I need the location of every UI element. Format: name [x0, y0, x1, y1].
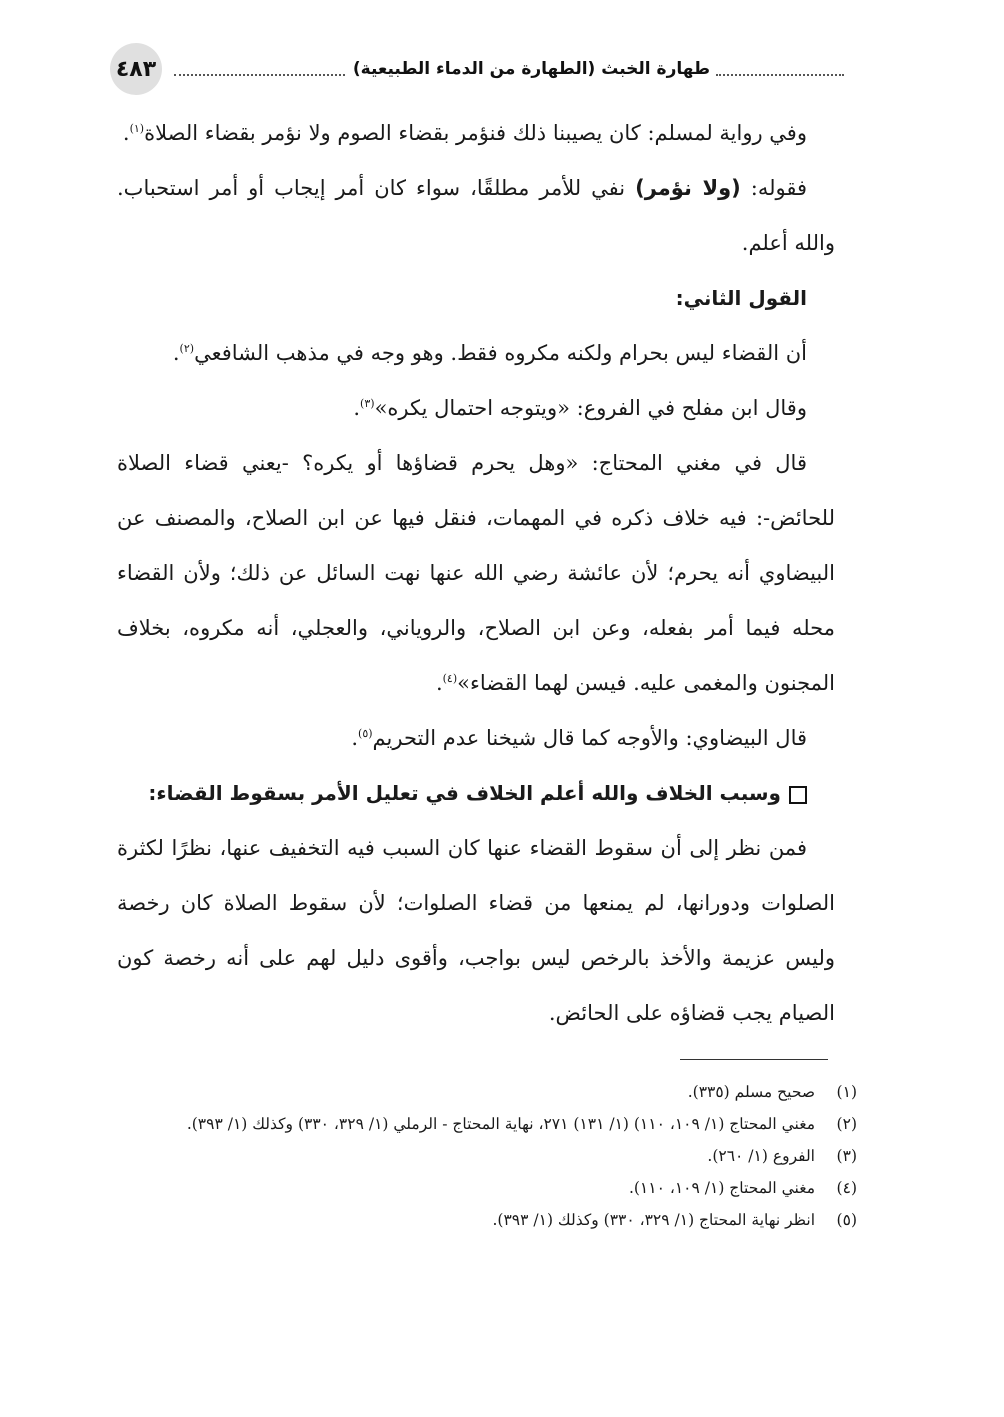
paragraph-end: .: [122, 121, 130, 145]
footnote-item: [117, 1172, 857, 1204]
paragraph-reasoning: فمن نظر إلى أن سقوط القضاء عنها كان السبب فيه التخفيف عنها، نظرًا لكثرة الصلوات ودورانها، لم يمنعها من قضاء الصلوات؛ لأن سقوط الصلاة كان رخصة وليس عزيمة والأخذ بالرخص ليس بواجب، وأقوى دليل لهم على أنه رخصة كون الصيام يجب قضاؤه على الحائض.: [117, 836, 835, 1025]
paragraph-text: وقال ابن مفلح في الفروع: «ويتوجه احتمال يكره»: [374, 396, 807, 420]
paragraph-end: .: [353, 396, 361, 420]
footnote-text: صحيح مسلم (٣٣٥).: [687, 1083, 815, 1101]
main-text: [117, 106, 835, 1041]
page-number: ٤٨٣: [115, 56, 157, 82]
footnote-text: الفروع (١/ ٢٦٠).: [707, 1147, 815, 1165]
footnote-ref-4: (٤): [442, 672, 458, 685]
footnote-number: (٢): [836, 1115, 857, 1133]
page-header: [110, 44, 844, 94]
header-dotted-leader-right: [716, 74, 844, 76]
paragraph-lead: فقوله:: [740, 176, 807, 200]
paragraph-end: .: [435, 671, 443, 695]
header-dotted-leader-left: [174, 74, 345, 76]
paragraph-ibn-muflih: [117, 381, 835, 436]
paragraph-mughni-quote: [117, 436, 835, 711]
footnote-item: [117, 1204, 857, 1236]
footnotes: [117, 1076, 857, 1236]
paragraph-text: قال البيضاوي: والأوجه كما قال شيخنا عدم التحريم: [372, 726, 807, 750]
page-number-badge: [110, 43, 162, 95]
footnote-item: [117, 1108, 857, 1140]
footnote-item: [117, 1140, 857, 1172]
paragraph-text: وفي رواية لمسلم: كان يصيبنا ذلك فنؤمر بقضاء الصوم ولا نؤمر بقضاء الصلاة: [144, 121, 807, 145]
footnote-ref-1: (١): [129, 122, 145, 135]
square-bullet-icon: [789, 786, 807, 804]
paragraph-muslim-narration: [117, 106, 835, 161]
footnote-separator: [680, 1059, 828, 1060]
paragraph-end: .: [172, 341, 180, 365]
subheading-text: وسبب الخلاف والله أعلم الخلاف في تعليل الأمر بسقوط القضاء:: [148, 781, 781, 805]
paragraph-text: قال في مغني المحتاج: «وهل يحرم قضاؤها أو يكره؟ -يعني قضاء الصلاة للحائض-: فيه خلاف ذكره في المهمات، فنقل فيها عن ابن الصلاح، والمصنف عن البيضاوي أنه يحرم؛ لأن عائشة رضي الله عنها نهت السائل عن ذلك؛ ولأن القضاء محله فيما أمر بفعله، وعن ابن الصلاح، والروياني، والعجلي، أنه مكروه، بخلاف المجنون والمغمى عليه. فيسن لهما القضاء»: [117, 451, 835, 695]
footnote-item: [117, 1076, 857, 1108]
reason-subheading: [117, 766, 835, 821]
footnote-number: (٣): [836, 1147, 857, 1165]
footnote-text: مغني المحتاج (١/ ١٠٩، ١١٠) (١/ ١٣١) ٢٧١، نهاية المحتاج - الرملي (١/ ٣٢٩، ٣٣٠) وكذلك (١/ ٣٩٣).: [186, 1115, 815, 1133]
paragraph-text: نفي للأمر مطلقًا، سواء كان أمر إيجاب أو أمر استحباب. والله أعلم.: [117, 176, 835, 255]
footnote-number: (٤): [836, 1179, 857, 1197]
running-title: طهارة الخبث (الطهارة من الدماء الطبيعية): [352, 59, 710, 79]
paragraph-second-opinion: [117, 326, 835, 381]
footnote-text: مغني المحتاج (١/ ١٠٩، ١١٠).: [628, 1179, 815, 1197]
paragraph-text: أن القضاء ليس بحرام ولكنه مكروه فقط. وهو وجه في مذهب الشافعي: [194, 341, 807, 365]
quoted-phrase: (ولا نؤمر): [635, 176, 741, 200]
paragraph-end: .: [351, 726, 359, 750]
footnote-ref-5: (٥): [358, 727, 373, 740]
footnote-ref-2: (٢): [179, 342, 195, 355]
footnote-number: (٥): [836, 1211, 857, 1229]
paragraph-baydawi: [117, 711, 835, 766]
footnote-ref-3: (٣): [360, 397, 375, 410]
footnote-text: انظر نهاية المحتاج (١/ ٣٢٩، ٣٣٠) وكذلك (١/ ٣٩٣).: [492, 1211, 815, 1229]
section-heading: القول الثاني:: [675, 286, 807, 310]
paragraph-commentary: [117, 161, 835, 271]
footnote-number: (١): [836, 1083, 857, 1101]
